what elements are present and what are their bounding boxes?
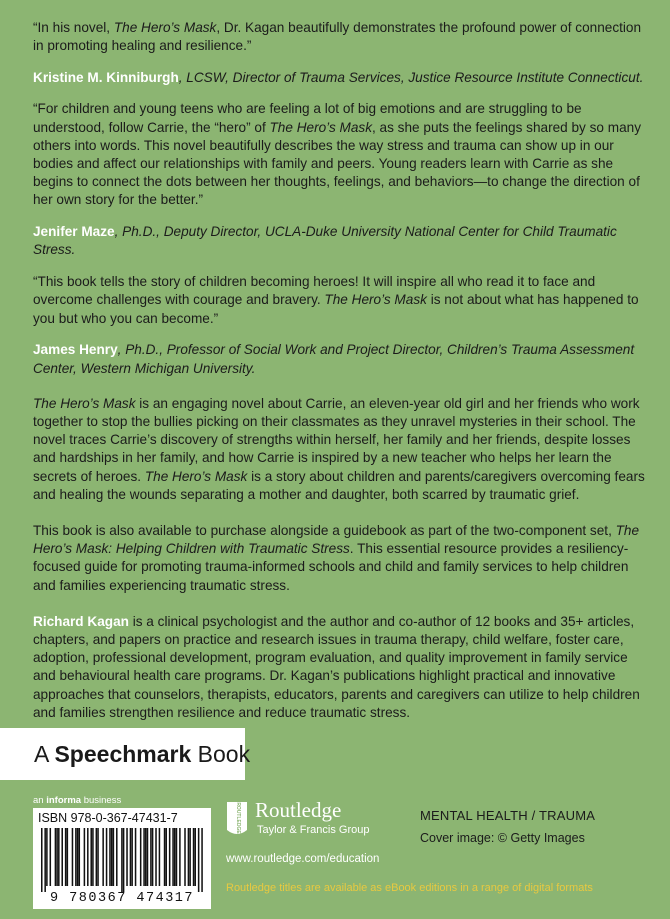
barcode-bar [189,828,191,886]
barcode-bar [126,828,128,886]
barcode-bar [150,828,152,886]
barcode-bar [106,828,108,886]
barcode-bar [159,828,161,886]
barcode-bar [135,828,137,886]
barcode-bar [145,828,147,886]
cover-image-credit: Cover image: © Getty Images [420,831,585,845]
barcode-bar [44,828,46,892]
quote-author-credentials: , Ph.D., Professor of Social Work and Project Director, Children’s Trauma Assessment Center, Western Michigan University. [33,342,635,376]
barcode-bar [131,828,133,886]
quote-attribution [33,69,653,87]
imprint-label: A Speechmark Book [34,740,251,767]
informa-tagline: an informa business [33,795,122,806]
barcode-bar [56,828,58,886]
barcode-bar [179,828,181,886]
barcode-bar [198,828,200,892]
barcode-bar [172,828,174,886]
quote-text: “In his novel, The Hero’s Mask, Dr. Kagan beautifully demonstrates the profound power of connection in promoting healing and resilience.” [33,19,642,53]
quote-author-credentials: , Ph.D., Deputy Director, UCLA-Duke University National Center for Child Traumatic Stress. [33,224,617,258]
isbn-label: ISBN 978-0-367-47431-7 [38,811,178,825]
quote-3 [33,273,653,378]
barcode-bar [77,828,79,886]
barcode-bar [123,828,125,892]
routledge-logo-icon [225,800,249,838]
imprint-banner [0,728,251,780]
guidebook-note: This book is also available to purchase alongside a guidebook as part of the two-component set, The Hero’s Mask: Helping Children with Traumatic Stress. This essential resource provides a resiliency-focused guide for promoting trauma-informed schools and child and family services to help children and families experiencing traumatic stress. [33,523,640,593]
barcode-bar [143,828,145,886]
barcode-bar [169,828,171,886]
barcode-bar [193,828,195,886]
barcode-bar [194,828,196,886]
barcode-bar [188,828,190,886]
barcode-bar [164,828,166,886]
barcode-bar [75,828,77,886]
cover-footer [0,790,670,919]
quote-attribution [33,341,653,377]
barcode-bar [102,828,104,886]
barcode-bar [90,828,92,886]
barcode [41,828,203,892]
author-name: Richard Kagan [33,613,129,629]
book-description: The Hero’s Mask is an engaging novel about Carrie, an eleven-year old girl and her friends who work together to stop the bullies picking on their classmates as they unravel mysteries in their school. The novel traces Carrie’s discovery of strengths within herself, her family and her friends, despite losses and hardships in her family, and how Carrie is inspired by a new teacher who helps her learn the secrets of heroes. The Hero’s Mask is a story about children and parents/caregivers overcoming fears and healing the wounds separating a mother and daughter, both scarred by traumatic grief. [33,395,645,502]
back-cover-text [33,5,653,740]
publisher-url[interactable]: www.routledge.com/education [226,853,380,865]
barcode-bar [84,828,86,886]
subject-category: MENTAL HEALTH / TRAUMA [420,808,596,823]
barcode-bar [111,828,113,886]
barcode-bar [72,828,74,886]
barcode-bar [130,828,132,886]
barcode-digits: 9 780367 474317 [49,891,195,906]
barcode-bar [109,828,111,886]
barcode-bar [140,828,142,886]
quote-2 [33,100,653,259]
quote-author-name: Kristine M. Kinniburgh [33,69,179,85]
barcode-bar [116,828,118,886]
barcode-bar [201,828,203,892]
svg-text:ROUTLEDGE: ROUTLEDGE [235,802,241,834]
barcode-bar [165,828,167,886]
isbn-barcode-box [33,808,211,909]
quote-author-name: Jenifer Maze [33,224,115,240]
publisher-group: Taylor & Francis Group [257,824,370,836]
quote-text: “For children and young teens who are feeling a lot of big emotions and are struggling to be understood, follow Carrie, the “hero” of The Hero’s Mask, as she puts the feelings shared by so many others into words. This novel beautifully describes the way stress and trauma can show up in our bodies and affect our relationships with family and peers. Young readers learn with Carrie as she begins to connect the dots between her thoughts, feelings, and behaviors—to change the direction of her own story for the better.” [33,101,642,208]
barcode-bar [65,828,67,886]
quote-attribution [33,223,653,259]
barcode-bar [50,828,52,886]
barcode-bar [174,828,176,886]
barcode-bar [96,828,98,886]
ebook-note: Routledge titles are available as eBook editions in a range of digital formats [226,882,593,894]
barcode-bar [87,828,89,886]
quote-author-credentials: , LCSW, Director of Trauma Services, Justice Resource Institute Connecticut. [178,69,644,85]
barcode-bar [79,828,81,886]
barcode-bar [61,828,63,886]
barcode-bar [41,828,43,892]
barcode-bar [58,828,60,886]
barcode-bar [147,828,149,886]
barcode-bar [176,828,178,886]
barcode-bar [184,828,186,886]
barcode-bar [97,828,99,886]
barcode-bar [152,828,154,886]
barcode-bar [92,828,94,886]
barcode-bar [46,828,48,886]
barcode-bar [55,828,57,886]
quote-text: “This book tells the story of children becoming heroes! It will inspire all who read it to face and overcome challenges with courage and bravery. The Hero’s Mask is not about what has happened to you but who you can become.” [33,274,639,326]
publisher-name: Routledge [255,798,342,822]
barcode-bar [113,828,115,886]
barcode-bar [121,828,123,892]
quote-1 [33,19,653,87]
barcode-bar [155,828,157,886]
barcode-bar [67,828,69,886]
author-bio: Richard Kagan is a clinical psychologist and the author and co-author of 12 books and 35+ articles, chapters, and papers on practice and research issues in trauma therapy, child welfare, foster care, adoption, professional development, program evaluation, and quality improvement in family service and behavioural health care programs. Dr. Kagan’s publications highlight practical and innovative approaches that counselors, therapists, educators, parents and caregivers can utilize to help children and families strengthen resilience and reduce traumatic stress. [33,613,640,720]
quote-author-name: James Henry [33,342,118,358]
